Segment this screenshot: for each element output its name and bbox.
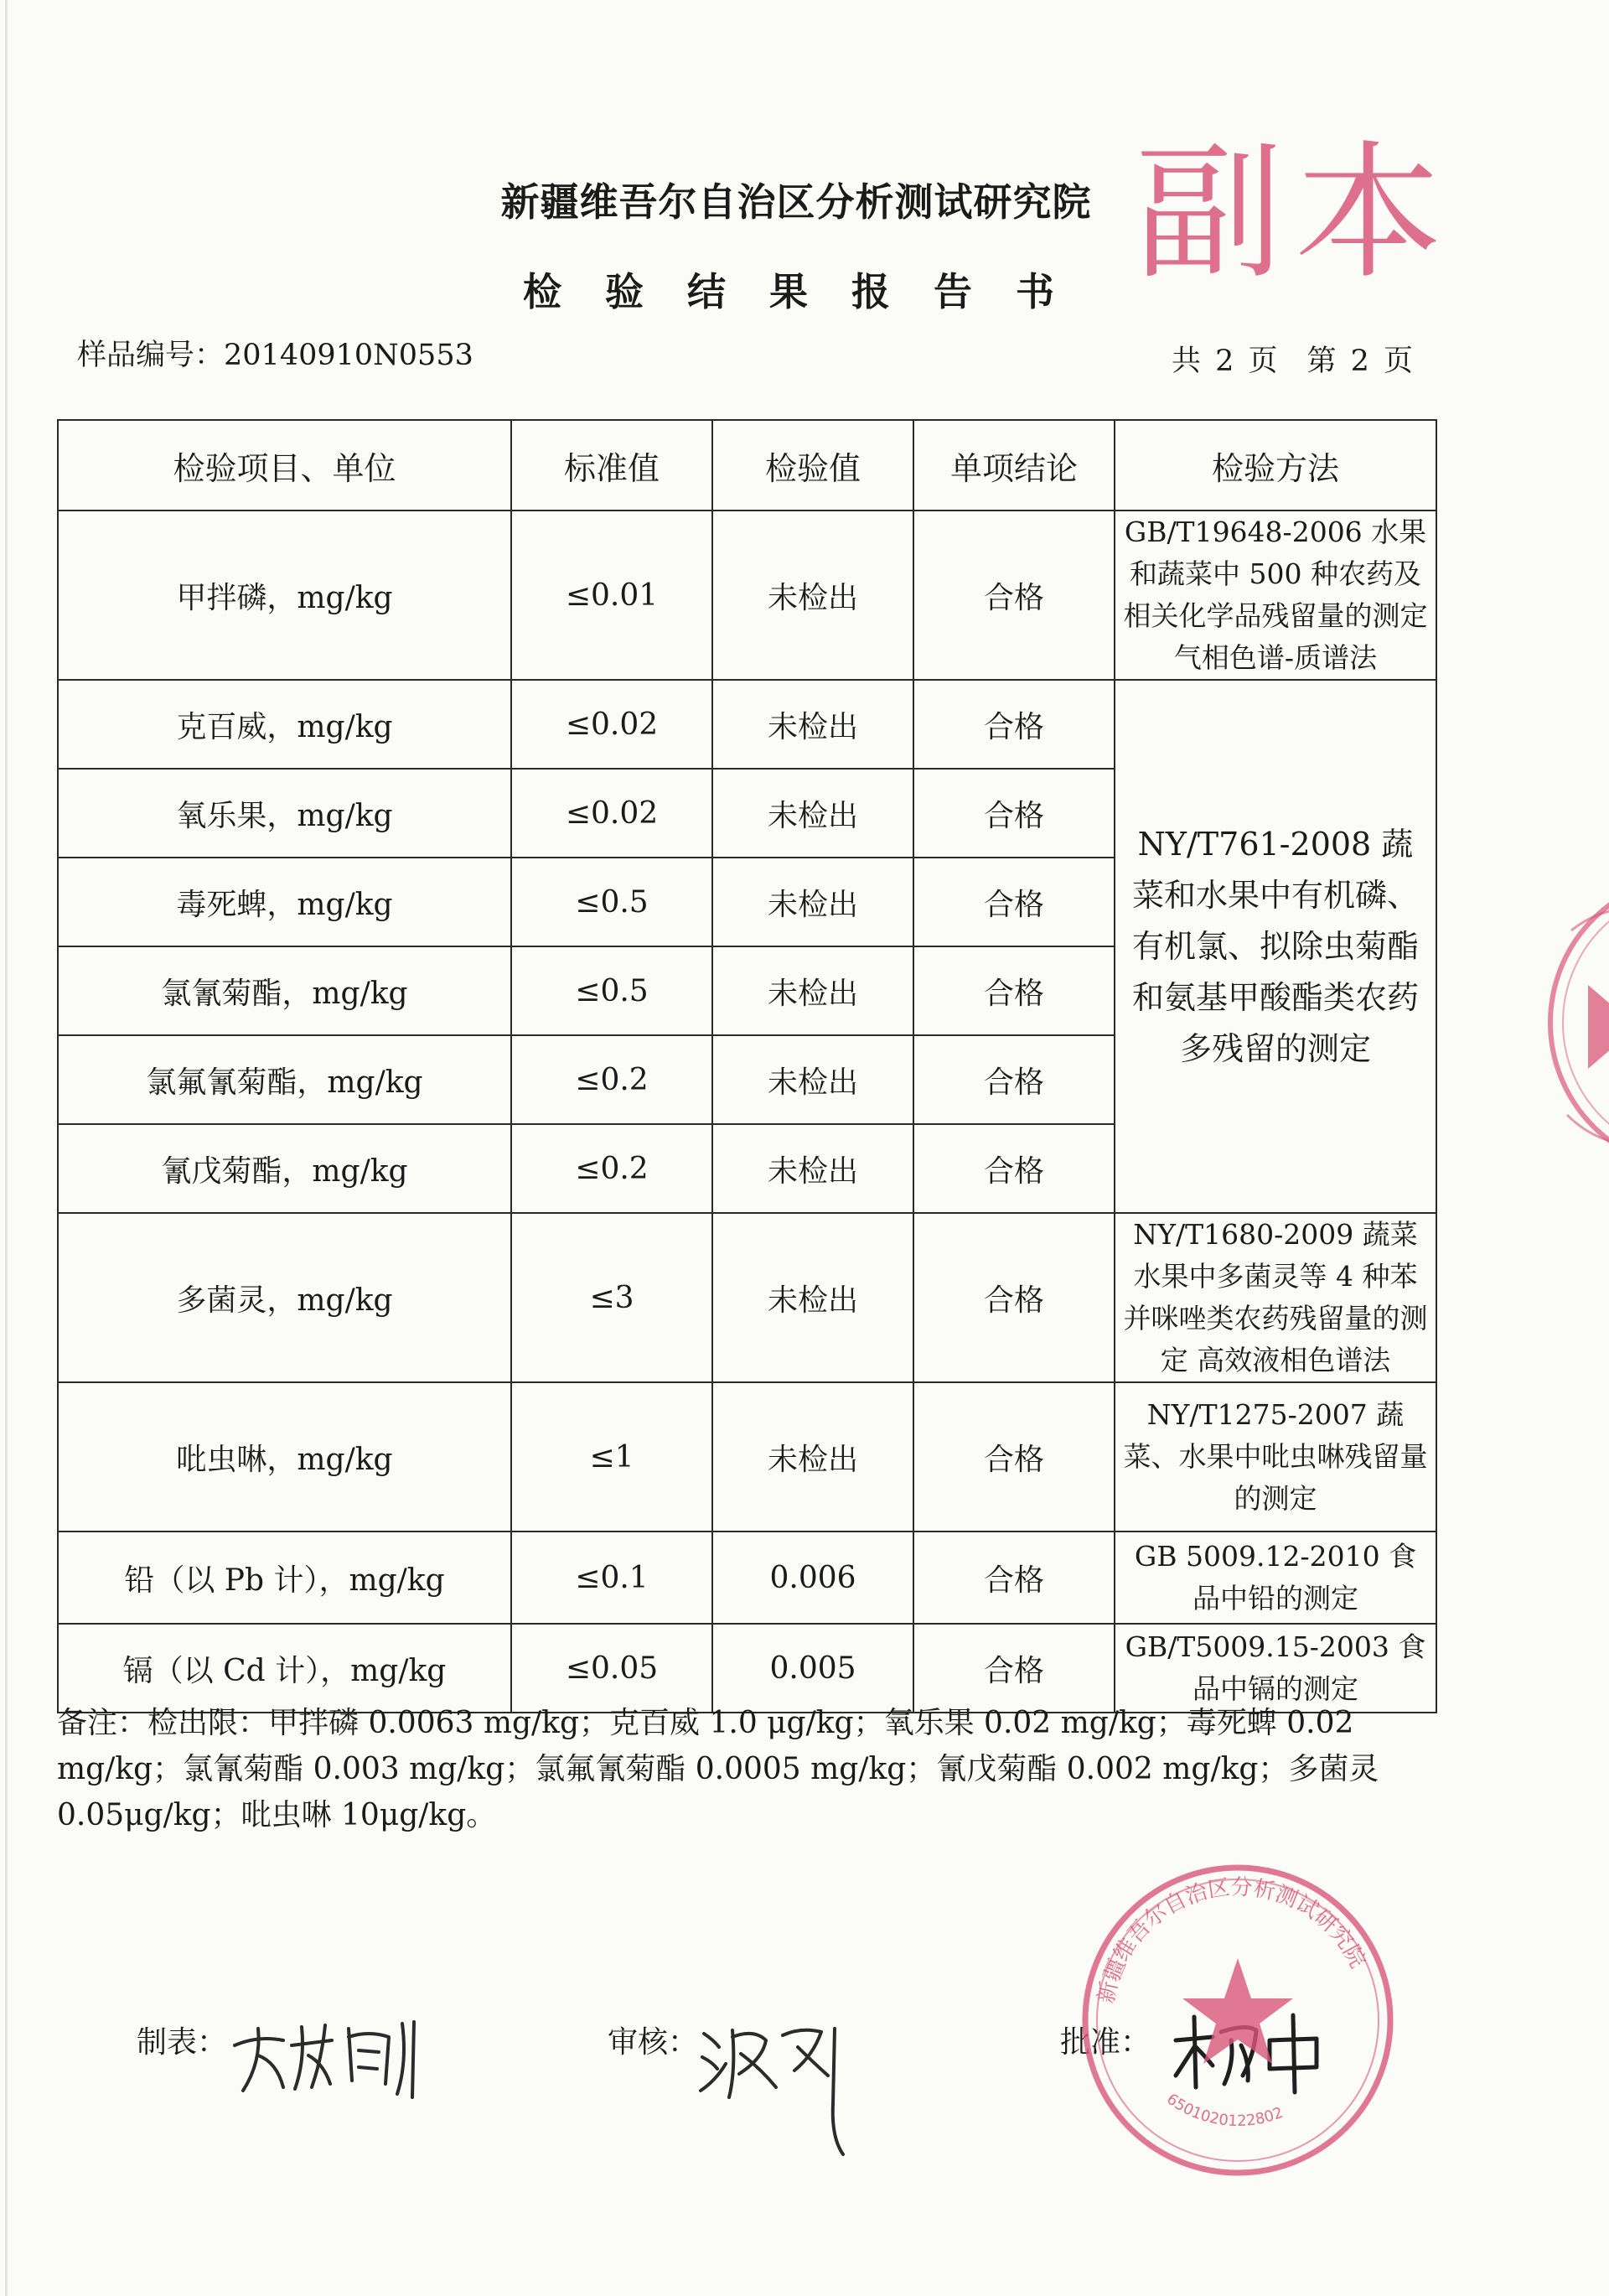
sample-number-line <box>77 332 473 374</box>
conclusion-cell: 合格 <box>913 769 1115 858</box>
standard-cell: ≤3 <box>511 1213 712 1382</box>
table-row <box>58 680 1436 769</box>
organization-name: 新疆维吾尔自治区分析测试研究院 <box>500 179 1092 225</box>
value-cell: 0.006 <box>712 1532 913 1624</box>
col-header-value: 检验值 <box>712 420 913 511</box>
notes-text: 备注：检出限：甲拌磷 0.0063 mg/kg；克百威 1.0 μg/kg；氧乐果 0.02 mg/kg；毒死蜱 0.02 mg/kg；氯氰菊酯 0.003 mg/kg；氯氟氰菊酯 0.0005 mg/kg；氰戊菊酯 0.002 mg/kg；多菌灵 0.05μg/kg；吡虫啉 10μg/kg。 <box>57 1706 1379 1832</box>
signature-reviewed <box>696 2003 855 2163</box>
signature-prepared <box>225 2003 426 2104</box>
official-seal <box>1077 1859 1399 2182</box>
seal-number: 6501020122802 <box>1163 2090 1286 2131</box>
table-header-row <box>58 420 1436 511</box>
results-table <box>57 419 1437 1713</box>
item-cell: 铅（以 Pb 计），mg/kg <box>58 1532 511 1624</box>
conclusion-cell: 合格 <box>913 1382 1115 1532</box>
conclusion-cell: 合格 <box>913 1124 1115 1213</box>
seal-text: 新疆维吾尔自治区分析测试研究院 <box>1094 1874 1371 2006</box>
conclusion-cell: 合格 <box>913 946 1115 1035</box>
col-header-standard: 标准值 <box>511 420 712 511</box>
method-cell: GB/T19648-2006 水果和蔬菜中 500 种农药及相关化学品残留量的测定 气相色谱-质谱法 <box>1115 511 1436 680</box>
scan-edge <box>5 0 8 2296</box>
table-row <box>58 1213 1436 1382</box>
value-cell: 0.005 <box>712 1624 913 1713</box>
method-cell: NY/T1680-2009 蔬菜水果中多菌灵等 4 种苯并咪唑类农药残留量的测定 高效液相色谱法 <box>1115 1213 1436 1382</box>
value-cell: 未检出 <box>712 1124 913 1213</box>
item-cell: 多菌灵，mg/kg <box>58 1213 511 1382</box>
value-cell: 未检出 <box>712 1382 913 1532</box>
approved-label: 批准： <box>1060 2025 1151 2060</box>
prepared-label: 制表： <box>137 2025 228 2060</box>
page-info: 共 2 页 第 2 页 <box>1172 345 1414 378</box>
value-cell: 未检出 <box>712 769 913 858</box>
table-row <box>58 1382 1436 1532</box>
standard-cell: ≤0.01 <box>511 511 712 680</box>
method-cell: GB 5009.12-2010 食品中铅的测定 <box>1115 1532 1436 1624</box>
partial-seal <box>1542 863 1609 1182</box>
col-header-method: 检验方法 <box>1115 420 1436 511</box>
conclusion-cell: 合格 <box>913 1624 1115 1713</box>
sample-number-label: 样品编号： <box>77 339 225 372</box>
conclusion-cell: 合格 <box>913 511 1115 680</box>
value-cell: 未检出 <box>712 946 913 1035</box>
value-cell: 未检出 <box>712 511 913 680</box>
value-cell: 未检出 <box>712 680 913 769</box>
conclusion-cell: 合格 <box>913 1532 1115 1624</box>
standard-cell: ≤0.1 <box>511 1532 712 1624</box>
method-cell: NY/T1275-2007 蔬菜、水果中吡虫啉残留量的测定 <box>1115 1382 1436 1532</box>
item-cell: 甲拌磷，mg/kg <box>58 511 511 680</box>
col-header-item: 检验项目、单位 <box>58 420 511 511</box>
item-cell: 氰戊菊酯，mg/kg <box>58 1124 511 1213</box>
col-header-conclusion: 单项结论 <box>913 420 1115 511</box>
standard-cell: ≤0.02 <box>511 680 712 769</box>
conclusion-cell: 合格 <box>913 1213 1115 1382</box>
value-cell: 未检出 <box>712 858 913 946</box>
standard-cell: ≤0.5 <box>511 858 712 946</box>
table-row <box>58 1532 1436 1624</box>
item-cell: 吡虫啉，mg/kg <box>58 1382 511 1532</box>
item-cell: 毒死蜱，mg/kg <box>58 858 511 946</box>
item-cell: 氯氰菊酯，mg/kg <box>58 946 511 1035</box>
standard-cell: ≤0.5 <box>511 946 712 1035</box>
table-row <box>58 511 1436 680</box>
standard-cell: ≤0.02 <box>511 769 712 858</box>
conclusion-cell: 合格 <box>913 1035 1115 1124</box>
conclusion-cell: 合格 <box>913 858 1115 946</box>
method-cell: NY/T761-2008 蔬菜和水果中有机磷、有机氯、拟除虫菊酯和氨基甲酸酯类农药多残留的测定 <box>1115 680 1436 1213</box>
item-cell: 氯氟氰菊酯，mg/kg <box>58 1035 511 1124</box>
value-cell: 未检出 <box>712 1213 913 1382</box>
conclusion-cell: 合格 <box>913 680 1115 769</box>
standard-cell: ≤1 <box>511 1382 712 1532</box>
value-cell: 未检出 <box>712 1035 913 1124</box>
item-cell: 镉（以 Cd 计），mg/kg <box>58 1624 511 1713</box>
item-cell: 氧乐果，mg/kg <box>58 769 511 858</box>
reviewed-label: 审核： <box>608 2025 699 2060</box>
copy-stamp: 副本 <box>1136 127 1455 299</box>
report-title: 检 验 结 果 报 告 书 <box>522 269 1070 314</box>
standard-cell: ≤0.2 <box>511 1124 712 1213</box>
method-cell: GB/T5009.15-2003 食品中镉的测定 <box>1115 1624 1436 1713</box>
sample-number: 20140910N0553 <box>224 339 473 372</box>
standard-cell: ≤0.2 <box>511 1035 712 1124</box>
standard-cell: ≤0.05 <box>511 1624 712 1713</box>
item-cell: 克百威，mg/kg <box>58 680 511 769</box>
